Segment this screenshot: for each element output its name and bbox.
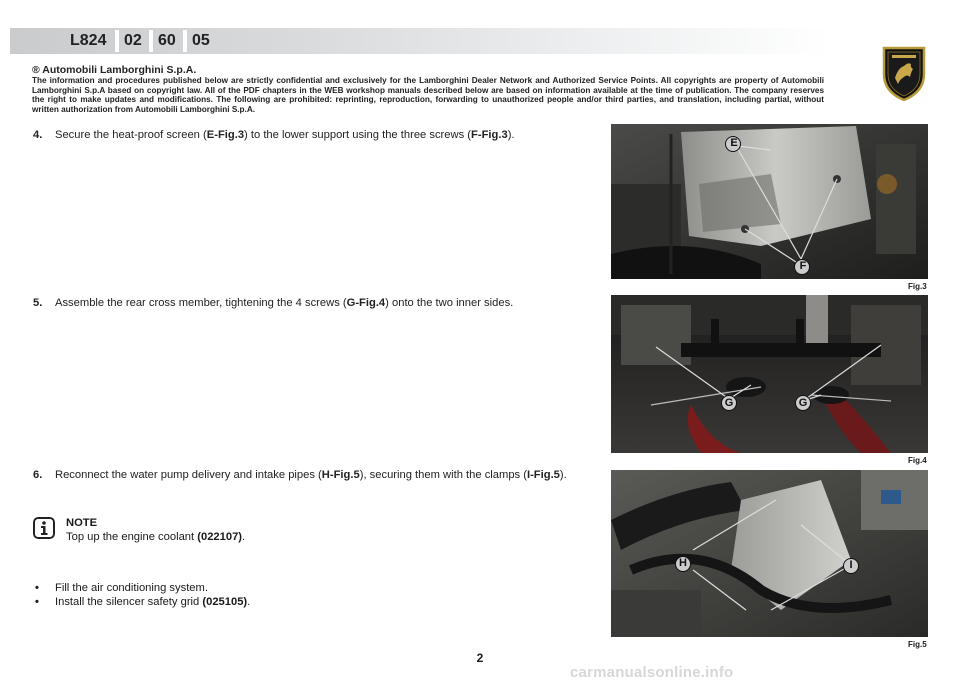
header-separator [115,30,119,52]
header-separator [183,30,187,52]
figure-5-label-h: H [679,557,687,569]
figure-4-photo [611,295,928,453]
figure-3-photo [611,124,928,279]
figure-3-caption: Fig.3 [908,282,927,291]
step-text: Assemble the rear cross member, tightening the 4 screws ( [55,297,347,309]
figure-4-caption: Fig.4 [908,456,927,465]
header-separator [149,30,153,52]
step-text: ) onto the two inner sides. [385,297,514,309]
lamborghini-shield-logo [880,44,928,102]
step-text: ). [507,129,515,141]
step-reference: H-Fig.5 [321,469,360,481]
bullet-code: (025105) [202,596,248,608]
step-reference: E-Fig.3 [206,129,245,141]
bullet-dot: • [35,582,39,594]
figure-5-label-i: I [849,559,853,571]
note-body: Top up the engine coolant [66,531,198,543]
copyright-brand: ® Automobili Lamborghini S.p.A. [32,64,197,76]
bullet-text: Install the silencer safety grid [55,596,203,608]
header-code-section: 05 [192,32,210,49]
bullet-text: Fill the air conditioning system. [55,582,208,594]
step-text: Secure the heat-proof screen ( [55,129,207,141]
note-end: . [242,531,246,543]
step-text: ) to the lower support using the three screws ( [244,129,472,141]
watermark: carmanualsonline.info [570,664,734,681]
page-number: 2 [476,651,484,665]
info-icon [33,517,55,539]
note-code: (022107) [197,531,243,543]
step-reference: F-Fig.3 [471,129,508,141]
step-4 [33,129,515,141]
step-text: ). [559,469,567,481]
bullet-item [35,596,250,608]
step-5 [33,297,513,309]
figure-5-photo [611,470,928,637]
step-reference: G-Fig.4 [346,297,386,309]
header-code-model: L824 [70,32,107,49]
copyright-text: The information and procedures published below are strictly confidential and exclusively for the Lamborghini Dealer Network and Authorized Service Points. All copyrights are property of Automobili Lamborghini S.p.A based on copyright law. All of the PDF chapters in the WEB workshop manuals described below are based on information available at the time of publication. The company reserves the right to make updates and modifications. The following are prohibited: reprinting, reproduction, forwarding to unauthorized people and/or third parties, and translation, including partial, without written authorization from Automobili Lamborghini S.p.A. [32,76,824,114]
figure-3-label-f: F [799,260,807,272]
bullet-item [35,582,208,594]
figure-4-label-g-left: G [724,397,734,409]
bullet-dot: • [35,596,39,608]
bullet-end: . [247,596,251,608]
step-text: ), securing them with the clamps ( [359,469,527,481]
step-6 [33,469,567,481]
step-number: 6. [33,469,43,481]
step-reference: I-Fig.5 [526,469,560,481]
figure-4-label-g-right: G [798,397,808,409]
header-code-group: 02 [124,32,142,49]
note-text [66,531,245,543]
header-code-subgroup: 60 [158,32,176,49]
figure-5-caption: Fig.5 [908,640,927,649]
step-text: Reconnect the water pump delivery and intake pipes ( [55,469,322,481]
step-number: 4. [33,129,43,141]
step-number: 5. [33,297,43,309]
note-title: NOTE [66,517,98,529]
figure-3-label-e: E [730,137,738,149]
copyright-notice [32,64,824,114]
